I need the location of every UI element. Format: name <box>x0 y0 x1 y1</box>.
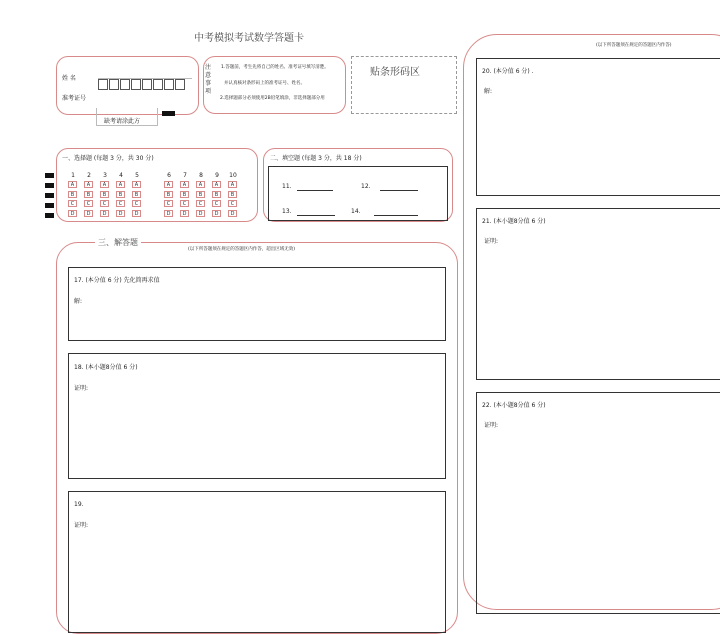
choice-bubble-q7-a[interactable]: A <box>180 181 189 188</box>
question-number-5: 5 <box>135 172 139 179</box>
choice-bubble-q6-b[interactable]: B <box>164 191 173 198</box>
choice-bubble-q9-a[interactable]: A <box>212 181 221 188</box>
missing-exam-mark[interactable] <box>162 111 175 116</box>
notes-line-2: 并认真核对条形码上的准考证号、姓名。 <box>224 81 305 86</box>
section1-title: 一、选择题 (每题 3 分，共 30 分) <box>62 155 154 162</box>
choice-bubble-q6-c[interactable]: C <box>164 200 173 207</box>
choice-bubble-q5-b[interactable]: B <box>132 191 141 198</box>
exam-number-label: 准考证号 <box>62 95 87 102</box>
missing-exam-label: 缺考请涂此方 <box>104 118 141 125</box>
choice-bubble-q1-c[interactable]: C <box>68 200 77 207</box>
name-field[interactable] <box>98 66 192 79</box>
choice-bubble-q8-d[interactable]: D <box>196 210 205 217</box>
question-17-label: 解: <box>74 298 83 305</box>
question-number-7: 7 <box>183 172 187 179</box>
choice-bubble-q8-b[interactable]: B <box>196 191 205 198</box>
question-20-label: 解: <box>484 88 493 95</box>
choice-bubble-q5-d[interactable]: D <box>132 210 141 217</box>
blank-11-label: 11. <box>282 183 292 190</box>
question-21-label: 证明: <box>484 238 499 245</box>
question-number-4: 4 <box>119 172 123 179</box>
blank-13-line[interactable] <box>297 215 335 216</box>
choice-bubble-q6-a[interactable]: A <box>164 181 173 188</box>
choice-bubble-q4-d[interactable]: D <box>116 210 125 217</box>
question-number-2: 2 <box>87 172 91 179</box>
choice-bubble-q2-d[interactable]: D <box>84 210 93 217</box>
question-19-label: 证明: <box>74 522 89 529</box>
question-number-9: 9 <box>215 172 219 179</box>
choice-bubble-q10-b[interactable]: B <box>228 191 237 198</box>
choice-bubble-q1-d[interactable]: D <box>68 210 77 217</box>
choice-bubble-q4-c[interactable]: C <box>116 200 125 207</box>
choice-bubble-q8-a[interactable]: A <box>196 181 205 188</box>
choice-bubble-q1-b[interactable]: B <box>68 191 77 198</box>
question-22-label: 证明: <box>484 422 499 429</box>
question-19-title: 19. <box>74 501 84 508</box>
choice-bubble-q3-d[interactable]: D <box>100 210 109 217</box>
choice-bubble-q7-c[interactable]: C <box>180 200 189 207</box>
question-22-box[interactable] <box>476 392 720 614</box>
blank-13-label: 13. <box>282 208 292 215</box>
question-17-title: 17. (本分值 6 分) 先化简再求值 <box>74 277 160 284</box>
question-21-box[interactable] <box>476 208 720 380</box>
section2-title: 二、填空题 (每题 3 分，共 18 分) <box>270 155 362 162</box>
name-label: 姓 名 <box>62 75 76 82</box>
choice-bubble-q3-c[interactable]: C <box>100 200 109 207</box>
choice-bubble-q2-a[interactable]: A <box>84 181 93 188</box>
question-20-title: 20. (本分值 6 分) . <box>482 68 534 75</box>
barcode-label: 贴条形码区 <box>370 67 420 78</box>
choice-bubble-q4-a[interactable]: A <box>116 181 125 188</box>
choice-bubble-q2-b[interactable]: B <box>84 191 93 198</box>
question-number-1: 1 <box>71 172 75 179</box>
choice-bubble-q3-b[interactable]: B <box>100 191 109 198</box>
choice-bubble-q9-c[interactable]: C <box>212 200 221 207</box>
question-19-box[interactable] <box>68 491 446 633</box>
choice-bubble-q4-b[interactable]: B <box>116 191 125 198</box>
choice-bubble-q10-a[interactable]: A <box>228 181 237 188</box>
choice-bubble-q5-c[interactable]: C <box>132 200 141 207</box>
choice-bubble-q10-c[interactable]: C <box>228 200 237 207</box>
choice-bubble-q7-b[interactable]: B <box>180 191 189 198</box>
choice-bubble-q5-a[interactable]: A <box>132 181 141 188</box>
question-number-10: 10 <box>229 172 237 179</box>
blank-12-label: 12. <box>361 183 371 190</box>
notes-line-1: 1.答题前，考生先将自己的姓名、准考证号填写清楚。 <box>221 65 329 70</box>
choice-bubble-q7-d[interactable]: D <box>180 210 189 217</box>
choice-bubble-q3-a[interactable]: A <box>100 181 109 188</box>
question-20-box[interactable] <box>476 58 720 196</box>
notes-label: 注意事项 <box>205 64 212 95</box>
question-18-label: 证明: <box>74 385 89 392</box>
choice-bubble-q2-c[interactable]: C <box>84 200 93 207</box>
question-18-title: 18. (本小题8分值 6 分) <box>74 364 138 371</box>
page-title: 中考模拟考试数学答题卡 <box>194 33 304 44</box>
blank-14-label: 14. <box>351 208 361 215</box>
notes-line-3: 2.选择题部分必须使用2B铅笔填涂，非选择题部分用 <box>220 96 325 101</box>
blank-11-line[interactable] <box>297 190 333 191</box>
question-number-6: 6 <box>167 172 171 179</box>
question-21-title: 21. (本小题8分值 6 分) <box>482 218 546 225</box>
choice-bubble-q9-b[interactable]: B <box>212 191 221 198</box>
section3-boundary-note: (以下所答题须在规定的答题区内作答，超出区域无效) <box>188 247 296 252</box>
choice-bubble-q1-a[interactable]: A <box>68 181 77 188</box>
choice-bubble-q10-d[interactable]: D <box>228 210 237 217</box>
question-number-8: 8 <box>199 172 203 179</box>
choice-bubble-q9-d[interactable]: D <box>212 210 221 217</box>
question-22-title: 22. (本小题8分值 6 分) <box>482 402 546 409</box>
blank-14-line[interactable] <box>374 215 418 216</box>
question-18-box[interactable] <box>68 353 446 479</box>
choice-bubble-q8-c[interactable]: C <box>196 200 205 207</box>
section3-title: 三、解答题 <box>95 237 141 248</box>
right-column-note: (以下所答题须在规定的答题区内作答) <box>596 43 672 48</box>
blank-12-line[interactable] <box>380 190 418 191</box>
choice-bubble-q6-d[interactable]: D <box>164 210 173 217</box>
question-number-3: 3 <box>103 172 107 179</box>
